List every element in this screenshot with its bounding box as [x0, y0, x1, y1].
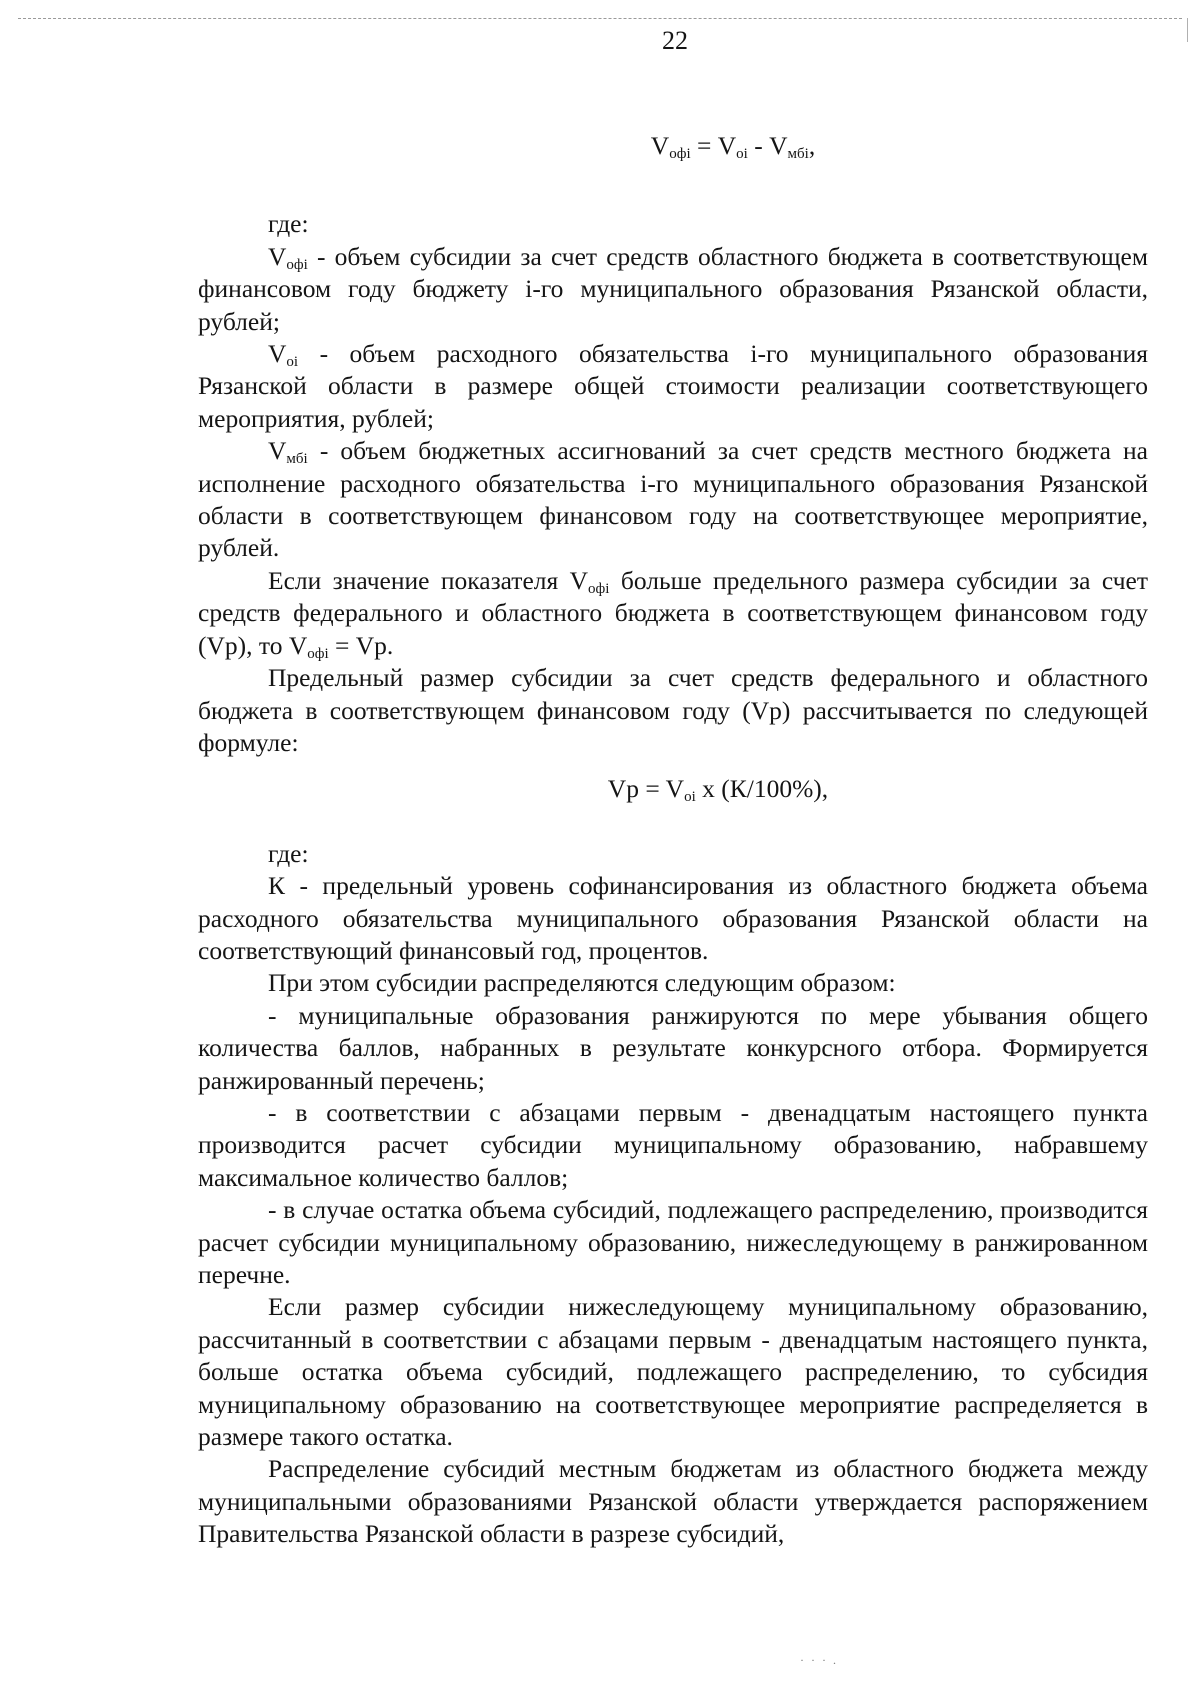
definition-vmbi: $V_{мбі}$ - объем бюджетных ассигнований за счет средств местного бюджета на исполнение расходного обязательства і-го муниципального образования Рязанской области в соответствующем финансовом году на соответствующее мероприятие, рублей.: [198, 436, 1148, 563]
document-body: [198, 130, 1148, 1551]
paragraph-final: Распределение субсидий местным бюджетам из областного бюджета между муниципальными образованиями Рязанской области утверждается распоряжением Правительства Рязанской области в разрезе субсидий,: [198, 1454, 1148, 1549]
formula-vofi: $V_{офі} = V_{оі} - V_{мбі}$,: [650, 131, 816, 162]
scan-noise: · · · .: [800, 1653, 838, 1667]
definition-voi: $V_{оі}$ - объем расходного обязательства і-го муниципального образования Рязанской области в размере общей стоимости реализации соответствующего мероприятия, рублей;: [198, 339, 1148, 433]
scan-edge-line: [18, 18, 1182, 19]
paragraph-remainder: Если размер субсидии нижеследующему муниципальному образованию, рассчитанный в соответствии с абзацами первым - двенадцатым настоящего пункта, больше остатка объема субсидий, подлежащего распределению, то субсидия муниципальному образованию на соответствующее мероприятие распределяется в размере такого остатка.: [198, 1292, 1148, 1452]
where-label-1: где:: [268, 209, 309, 239]
bullet-ranking: - муниципальные образования ранжируются по мере убывания общего количества баллов, набранных в результате конкурсного отбора. Формируется ранжированный перечень;: [198, 1000, 1148, 1095]
paragraph-if-exceeds: Если значение показателя $V_{офі}$ больше предельного размера субсидии за счет средств федерального и областного бюджета в соответствующем финансовом году (Vp), то $V_{офі} = Vp$.: [198, 565, 1148, 662]
definition-k: К - предельный уровень софинансирования из областного бюджета объема расходного обязательства муниципального образования Рязанской области на соответствующий финансовый год, процентов.: [198, 871, 1148, 965]
bullet-remainder: - в случае остатка объема субсидий, подлежащего распределению, производится расчет субсидии муниципальному образованию, нижеследующему в ранжированном перечне.: [198, 1195, 1148, 1289]
page-number: 22: [662, 26, 688, 55]
where-label-2: где:: [268, 838, 309, 868]
paragraph-distribution: При этом субсидии распределяются следующим образом:: [268, 968, 896, 998]
paragraph-limit: Предельный размер субсидии за счет средств федерального и областного бюджета в соответствующем финансовом году (Vp) рассчитывается по следующей формуле:: [198, 663, 1148, 757]
bullet-max-score: - в соответствии с абзацами первым - двенадцатым настоящего пункта производится расчет субсидии муниципальному образованию, набравшему максимальное количество баллов;: [198, 1097, 1148, 1192]
formula-vp: $Vp = V_{оі}$ x (К/100%),: [607, 774, 829, 806]
definition-vofi: $V_{офі}$ - объем субсидии за счет средств областного бюджета в соответствующем финансовом году бюджету і-го муниципального образования Рязанской области, рублей;: [198, 241, 1148, 336]
